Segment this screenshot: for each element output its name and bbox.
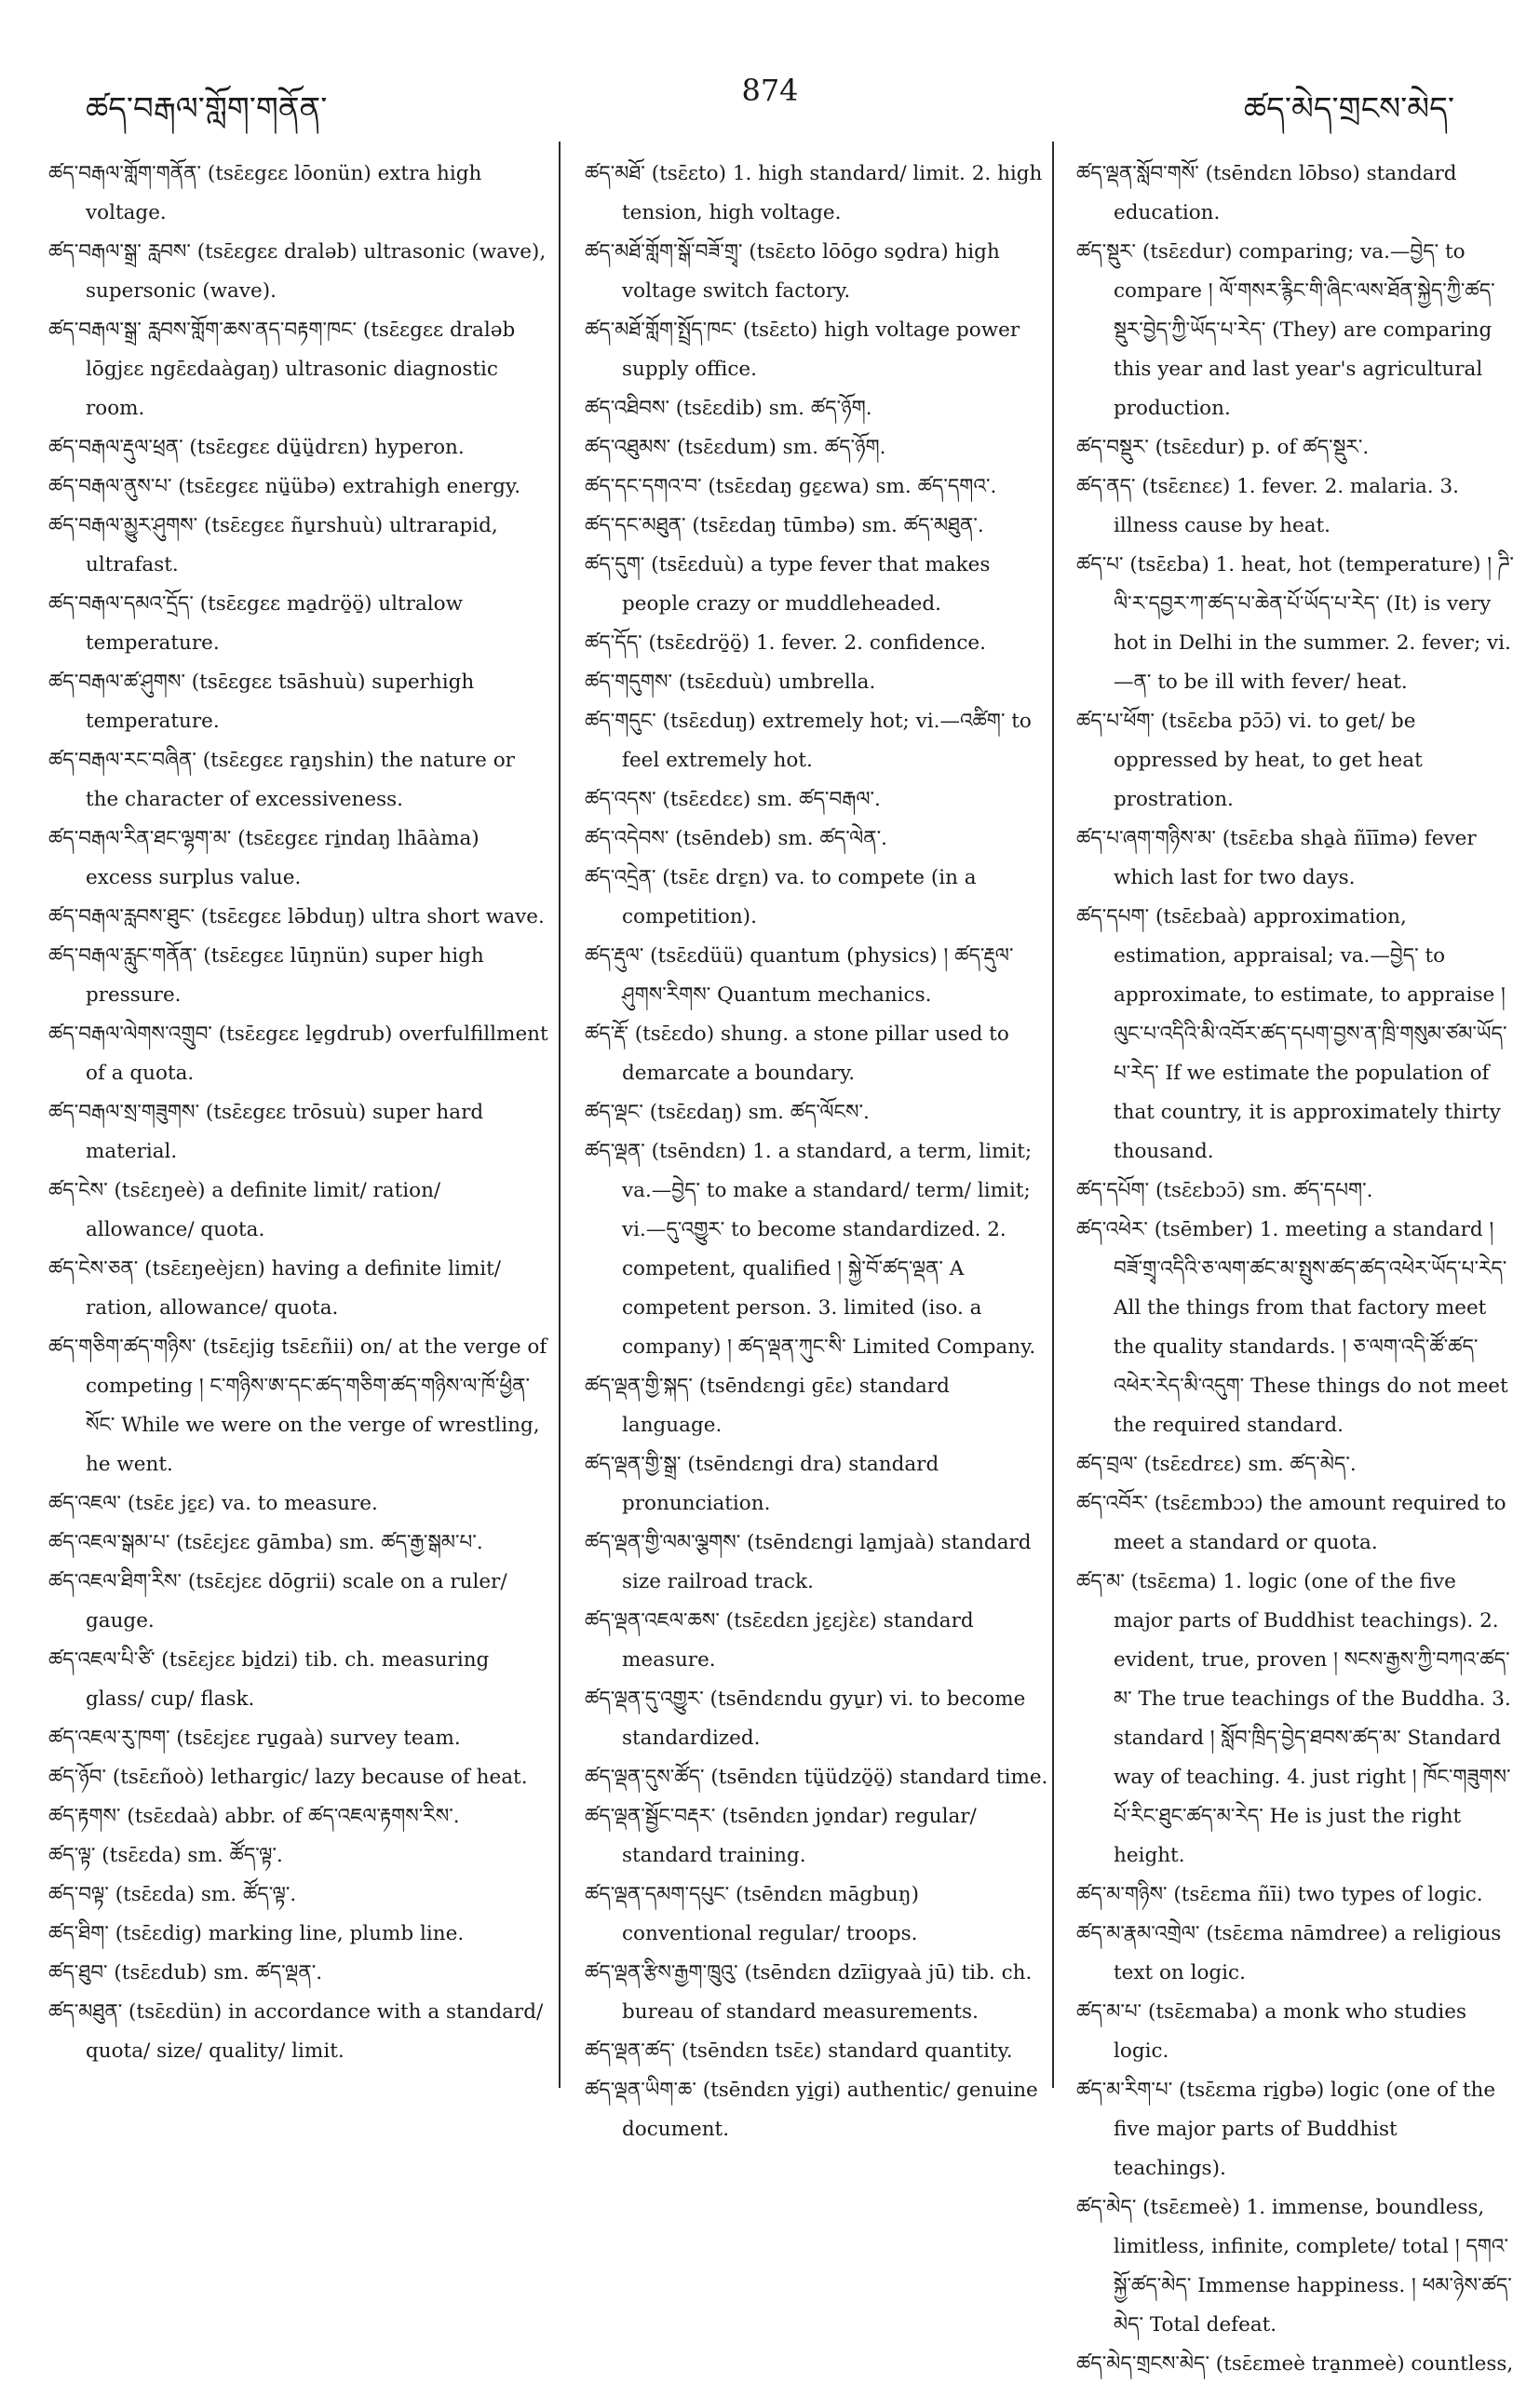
dictionary-entry: ཚད་རྟགས་ (tsɛ̄ɛdaà) abbr. of ཚད་འཇལ་རྟགས་རིས་.: [48, 1805, 460, 1828]
dictionary-entry: ཚད་འདེབས་ (tsēndeb) sm. ཚད་ལེན་.: [585, 827, 887, 850]
dictionary-entry: ཚད་མཐོ་ (tsɛ̄ɛto) 1. high standard/ limit. 2. high tension, high voltage.: [585, 162, 1043, 224]
dictionary-entry: ཚད་ལྡན་ཚད་ (tsēndɛn tsɛ̄ɛ) standard quantity.: [585, 2039, 1013, 2063]
dictionary-entry: ཚད་ལྡན་ཡིག་ཆ་ (tsēndɛn yi̱gi) authentic/ genuine document.: [585, 2079, 1038, 2141]
dictionary-entry: ཚད་མ་རྣམ་འགྲེལ་ (tsɛ̄ɛma nāmdree) a religious text on logic.: [1076, 1922, 1502, 1984]
dictionary-entry: ཚད་བརྒལ་ལེགས་འགྲུབ་ (tsɛ̄ɛgɛɛ le̱gdrub) overfulfillment of a quota.: [48, 1023, 548, 1085]
dictionary-entry: ཚད་མ་རིག་པ་ (tsɛ̄ɛma ri̱gbə) logic (one of the five major parts of Buddhist teachings).: [1076, 2079, 1496, 2180]
dictionary-entry: ཚད་ལྡན་གྱི་སྐད་ (tsēndɛngi gɛ̄ɛ) standard language.: [585, 1375, 950, 1437]
dictionary-entry: ཚད་མེད་གྲངས་མེད་ (tsɛ̄ɛmeè tra̱nmeè) countless,: [1076, 2352, 1514, 2376]
running-head-left: ཚད་བརྒལ་གློག་གནོན་: [86, 90, 328, 128]
dictionary-entry: ཚད་འཇལ་རུ་ཁག་ (tsɛ̄ɛjɛɛ ru̱gaà) survey team.: [48, 1727, 461, 1750]
dictionary-entry: ཚད་མཐུན་ (tsɛ̄ɛdün) in accordance with a standard/ quota/ size/ quality/ limit.: [48, 2000, 544, 2063]
running-head-right: ཚད་མེད་གྲངས་མེད་: [1243, 90, 1454, 128]
dictionary-entry: ཚད་བརྒལ་སྲ་གཟུགས་ (tsɛ̄ɛgɛɛ trōsuù) super hard material.: [48, 1101, 484, 1163]
dictionary-entry: ཚད་མ་པ་ (tsɛ̄ɛmaba) a monk who studies logic.: [1076, 2000, 1466, 2063]
dictionary-entry: ཚད་འབོར་ (tsɛ̄ɛmbɔɔ) the amount required to meet a standard or quota.: [1076, 1492, 1506, 1554]
dictionary-entry: ཚད་པ་ཞག་གཉིས་མ་ (tsɛ̄ɛba sha̱à ñīīmə) fever which last for two days.: [1076, 827, 1477, 889]
dictionary-entry: ཚད་བརྒལ་རིན་ཐང་ལྷག་མ་ (tsɛ̄ɛgɛɛ ri̱ndaŋ lhāàma) excess surplus value.: [48, 827, 480, 889]
dictionary-entry: ཚད་དང་དགའ་བ་ (tsɛ̄ɛdaŋ gɛ̱ɛwa) sm. ཚད་དགའ་.: [585, 475, 997, 498]
page-number: 874: [741, 73, 799, 108]
dictionary-entry: ཚད་གདུགས་ (tsɛ̄ɛduù) umbrella.: [585, 670, 876, 694]
dictionary-entry: ཚད་ལྡན་དུས་ཚོད་ (tsēndɛn tü̱üdzö̱ö̱) standard time.: [585, 1766, 1048, 1789]
column-divider: [559, 142, 561, 2088]
dictionary-entry: ཚད་བརྒལ་མྱུར་ཤུགས་ (tsɛ̄ɛgɛɛ ñu̱rshuù) ultrarapid, ultrafast.: [48, 514, 498, 576]
dictionary-entry: ཚད་འཇལ་པི་ཙི་ (tsɛ̄ɛjɛɛ bi̱dzi) tib. ch. measuring glass/ cup/ flask.: [48, 1648, 490, 1711]
dictionary-entry: ཚད་ཐིག་ (tsɛ̄ɛdig) marking line, plumb line.: [48, 1922, 465, 1945]
dictionary-entry: ཚད་ལྡན་གྱི་སྒྲ་ (tsēndɛngi dra) standard pronunciation.: [585, 1453, 939, 1515]
dictionary-entry: ཚད་བརྒལ་སྒྲ་ རླབས་གློག་ཆས་ནད་བརྟག་ཁང་ (tsɛ̄ɛgɛɛ draləb lōgjɛɛ ngɛ̄ɛdaàgaŋ) ultrasonic diagnostic room.: [48, 318, 516, 420]
column-1: [48, 155, 551, 2071]
dictionary-entry: ཚད་འདྲེན་ (tsɛ̄ɛ drɛ̱n) va. to compete (in a competition).: [585, 866, 977, 928]
dictionary-entry: ཚད་འཕེར་ (tsēmber) 1. meeting a standard ། བཟོ་གྲྭ་འདིའི་ཅ་ལག་ཚང་མ་སྤུས་ཚད་ཚད་འཕེར་ཡོད་པ་རེད་ All the things from that factory meet the quality standards. ། ཅ་ལག་འདི་ཚོ་ཚད་འཕེར་རེད་མི་འདུག་ These things do not meet the required standard.: [1076, 1218, 1508, 1437]
dictionary-entry: ཚད་བསྡུར་ (tsɛ̄ɛdur) p. of ཚད་སྡུར་.: [1076, 436, 1370, 459]
dictionary-entry: ཚད་ལྡན་དུ་འགྱུར་ (tsēndɛndu gyu̱r) vi. to become standardized.: [585, 1687, 1026, 1750]
dictionary-entry: ཚད་བྲལ་ (tsɛ̄ɛdrɛɛ) sm. ཚད་མེད་.: [1076, 1453, 1357, 1476]
dictionary-entry: ཚད་ལྡན་སྦྱོང་བརྡར་ (tsēndɛn jo̱ndar) regular/ standard training.: [585, 1805, 977, 1867]
dictionary-entry: ཚད་འཇལ་ (tsɛ̄ɛ jɛ̱ɛ) va. to measure.: [48, 1492, 378, 1515]
dictionary-entry: ཚད་འདས་ (tsɛ̄ɛdɛɛ) sm. ཚད་བརྒལ་.: [585, 788, 881, 811]
dictionary-entry: ཚད་ལྡན་སློབ་གསོ་ (tsēndɛn lōbso) standard education.: [1076, 162, 1457, 224]
dictionary-entry: ཚད་སྡུར་ (tsɛ̄ɛdur) comparing; va.—བྱེད་ to compare ། ལོ་གསར་རྙིང་གི་ཞིང་ལས་ཐོན་སྐྱེད་ཀྱི་ཚད་སྡུར་བྱེད་ཀྱི་ཡོད་པ་རེད་ (They) are comparing this year and last year's agricultural production.: [1076, 240, 1495, 420]
column-3: [1076, 155, 1514, 2384]
dictionary-entry: ཚད་དུག་ (tsɛ̄ɛduù) a type fever that makes people crazy or muddleheaded.: [585, 553, 991, 616]
dictionary-entry: ཚད་བརྒལ་དམའ་དྲོད་ (tsɛ̄ɛgɛɛ ma̱drö̱ö̱) ultralow temperature.: [48, 592, 463, 655]
dictionary-entry: ཚད་ལྡན་འཇལ་ཆས་ (tsɛ̄ɛdɛn jɛ̱ɛjɛ̀ɛ) standard measure.: [585, 1609, 974, 1672]
dictionary-entry: ཚད་ལྟ་ (tsɛ̄ɛda) sm. ཚོད་ལྟ་.: [48, 1844, 283, 1867]
dictionary-entry: ཚད་བརྒལ་ནུས་པ་ (tsɛ̄ɛgɛɛ nü̱übə) extrahigh energy.: [48, 475, 521, 498]
dictionary-entry: ཚད་པ་ཕོག་ (tsɛ̄ɛba pɔ̄ɔ̄) vi. to get/ be oppressed by heat, to get heat prostration.: [1076, 710, 1423, 811]
dictionary-entry: ཚད་དང་མཐུན་ (tsɛ̄ɛdaŋ tūmbə) sm. ཚད་མཐུན་.: [585, 514, 984, 537]
dictionary-entry: ཚད་མཐོ་གློག་སྤྲོད་ཁང་ (tsɛ̄ɛto) high voltage power supply office.: [585, 318, 1020, 381]
dictionary-entry: ཚད་ཐུབ་ (tsɛ̄ɛdub) sm. ཚད་ལྡན་.: [48, 1961, 323, 1984]
dictionary-entry: ཚད་མ་གཉིས་ (tsɛ̄ɛma ñīi) two types of logic.: [1076, 1883, 1483, 1906]
dictionary-entry: ཚད་འཇལ་སྒམ་པ་ (tsɛ̄ɛjɛɛ gāmba) sm. ཚད་རྒྱ་སྒམ་པ་.: [48, 1531, 483, 1554]
dictionary-entry: ཚད་རྡོ་ (tsɛ̄ɛdo) shung. a stone pillar used to demarcate a boundary.: [585, 1023, 1009, 1085]
dictionary-entry: ཚད་འཐིབས་ (tsɛ̄ɛdib) sm. ཚད་ཉོག.: [585, 397, 872, 420]
dictionary-entry: ཚད་ལྡན་ (tsēndɛn) 1. a standard, a term, limit; va.—བྱེད་ to make a standard/ term/ limit; vi.—དུ་འགྱུར་ to become standardized. 2. competent, qualified ། སྐྱེ་བོ་ཚད་ལྡན་ A competent person. 3. limited (iso. a company) ། ཚད་ལྡན་ཀུང་སི་ Limited Company.: [585, 1140, 1036, 1359]
dictionary-entry: ཚད་རྡུལ་ (tsɛ̄ɛdüü) quantum (physics) ། ཚད་རྡུལ་ཤུགས་རིགས་ Quantum mechanics.: [585, 944, 1014, 1007]
column-divider: [1052, 142, 1054, 2088]
dictionary-entry: ཚད་བརྒལ་རླབས་ཐུང་ (tsɛ̄ɛgɛɛ lə̄bduŋ) ultra short wave.: [48, 905, 545, 928]
dictionary-entry: ཚད་མ་ (tsɛ̄ɛma) 1. logic (one of the five major parts of Buddhist teachings). 2. evident, true, proven ། སངས་རྒྱས་ཀྱི་བཀའ་ཚད་མ་ The true teachings of the Buddha. 3. standard ། སློབ་ཁྲིད་བྱེད་ཐབས་ཚད་མ་ Standard way of teaching. 4. just right ། ཁོང་གཟུགས་པོ་རིང་ཐུང་ཚད་མ་རེད་ He is just the right height.: [1076, 1570, 1511, 1867]
dictionary-entry: ཚད་མེད་ (tsɛ̄ɛmeè) 1. immense, boundless, limitless, infinite, complete/ total ། དགའ་སྐྱོ་ཚད་མེད་ Immense happiness. ། ཕམ་ཉེས་ཚད་མེད་ Total defeat.: [1076, 2196, 1512, 2337]
dictionary-entry: ཚད་པ་ (tsɛ̄ɛba) 1. heat, hot (temperature) ། ཌི་ལི་ར་དབྱར་ཀ་ཚད་པ་ཆེན་པོ་ཡོད་པ་རེད་ (It) is very hot in Delhi in the summer. 2. fever; vi.—ན་ to be ill with fever/ heat.: [1076, 553, 1514, 694]
dictionary-entry: ཚད་གཅིག་ཚད་གཉིས་ (tsɛ̄ɛjig tsɛ̄ɛñii) on/ at the verge of competing ། ང་གཉིས་ཨ་དང་ཚད་གཅིག་ཚད་གཉིས་ལ་ཁོ་ཕྱིན་སོང་ While we were on the verge of wrestling, he went.: [48, 1335, 547, 1476]
dictionary-entry: ཚད་དཔོག་ (tsɛ̄ɛbɔɔ̄) sm. ཚད་དཔག་.: [1076, 1179, 1373, 1202]
dictionary-entry: ཚད་ལྡན་རྩིས་རྒྱག་ཁྲུའུ་ (tsēndɛn dzīigyaà jū) tib. ch. bureau of standard measurements.: [585, 1961, 1033, 2024]
column-2: [585, 155, 1050, 2149]
dictionary-entry: ཚད་གདུང་ (tsɛ̄ɛduŋ) extremely hot; vi.—འཚིག་ to feel extremely hot.: [585, 710, 1032, 772]
dictionary-entry: ཚད་ངེས་ (tsɛ̄ɛŋeè) a definite limit/ ration/ allowance/ quota.: [48, 1179, 441, 1241]
dictionary-entry: ཚད་ལྡན་དམག་དཔུང་ (tsēndɛn māgbuŋ) conventional regular/ troops.: [585, 1883, 920, 1945]
dictionary-entry: ཚད་ལྡང་ (tsɛ̄ɛdaŋ) sm. ཚད་ལོངས་.: [585, 1101, 870, 1124]
dictionary-entry: ཚད་འཇལ་ཐིག་རིས་ (tsɛ̄ɛjɛɛ dōgrii) scale on a ruler/ gauge.: [48, 1570, 507, 1632]
dictionary-entry: ཚད་བརྒལ་རླུང་གནོན་ (tsɛ̄ɛgɛɛ lūŋnün) super high pressure.: [48, 944, 484, 1007]
dictionary-entry: ཚད་བལྟ་ (tsɛ̄ɛda) sm. ཚོད་ལྟ་.: [48, 1883, 297, 1906]
dictionary-entry: ཚད་དོད་ (tsɛ̄ɛdrö̱ö̱) 1. fever. 2. confidence.: [585, 631, 986, 655]
dictionary-entry: ཚད་ལྡན་གྱི་ལམ་ལྕགས་ (tsēndɛngi la̱mjaà) standard size railroad track.: [585, 1531, 1032, 1593]
dictionary-entry: ཚད་ཉོབ་ (tsɛ̄ɛñoò) lethargic/ lazy because of heat.: [48, 1766, 528, 1789]
dictionary-entry: ཚད་དཔག་ (tsɛ̄ɛbaà) approximation, estimation, appraisal; va.—བྱེད་ to approximate, to estimate, to appraise ། ལུང་པ་འདིའི་མི་འབོར་ཚད་དཔག་བྱས་ན་ཁྲི་གསུམ་ཙམ་ཡོད་པ་རེད་ If we estimate the population of that country, it is approximately thirty thousand.: [1076, 905, 1507, 1163]
dictionary-entry: ཚད་བརྒལ་གློག་གནོན་ (tsɛ̄ɛgɛɛ lōonün) extra high voltage.: [48, 162, 482, 224]
dictionary-entry: ཚད་བརྒལ་རྡུལ་ཕྲན་ (tsɛ̄ɛgɛɛ dü̱ü̱drɛn) hyperon.: [48, 436, 465, 459]
dictionary-entry: ཚད་བརྒལ་རང་བཞིན་ (tsɛ̄ɛgɛɛ ra̱ŋshin) the nature or the character of excessiveness.: [48, 749, 515, 811]
dictionary-entry: ཚད་ནད་ (tsɛ̄ɛnɛɛ) 1. fever. 2. malaria. 3. illness cause by heat.: [1076, 475, 1459, 537]
dictionary-entry: ཚད་འཐུམས་ (tsɛ̄ɛdum) sm. ཚད་ཉོག.: [585, 436, 886, 459]
dictionary-entry: ཚད་མཐོ་གློག་སྒོ་བཟོ་གྲྭ་ (tsɛ̄ɛto lōōgo so̱dra) high voltage switch factory.: [585, 240, 1000, 303]
dictionary-entry: ཚད་བརྒལ་ཚ་ཤུགས་ (tsɛ̄ɛgɛɛ tsāshuù) superhigh temperature.: [48, 670, 475, 733]
dictionary-entry: ཚད་བརྒལ་སྒྲ་ རླབས་ (tsɛ̄ɛgɛɛ draləb) ultrasonic (wave), supersonic (wave).: [48, 240, 547, 303]
dictionary-entry: ཚད་ངེས་ཅན་ (tsɛ̄ɛŋeèjɛn) having a definite limit/ ration, allowance/ quota.: [48, 1257, 502, 1320]
